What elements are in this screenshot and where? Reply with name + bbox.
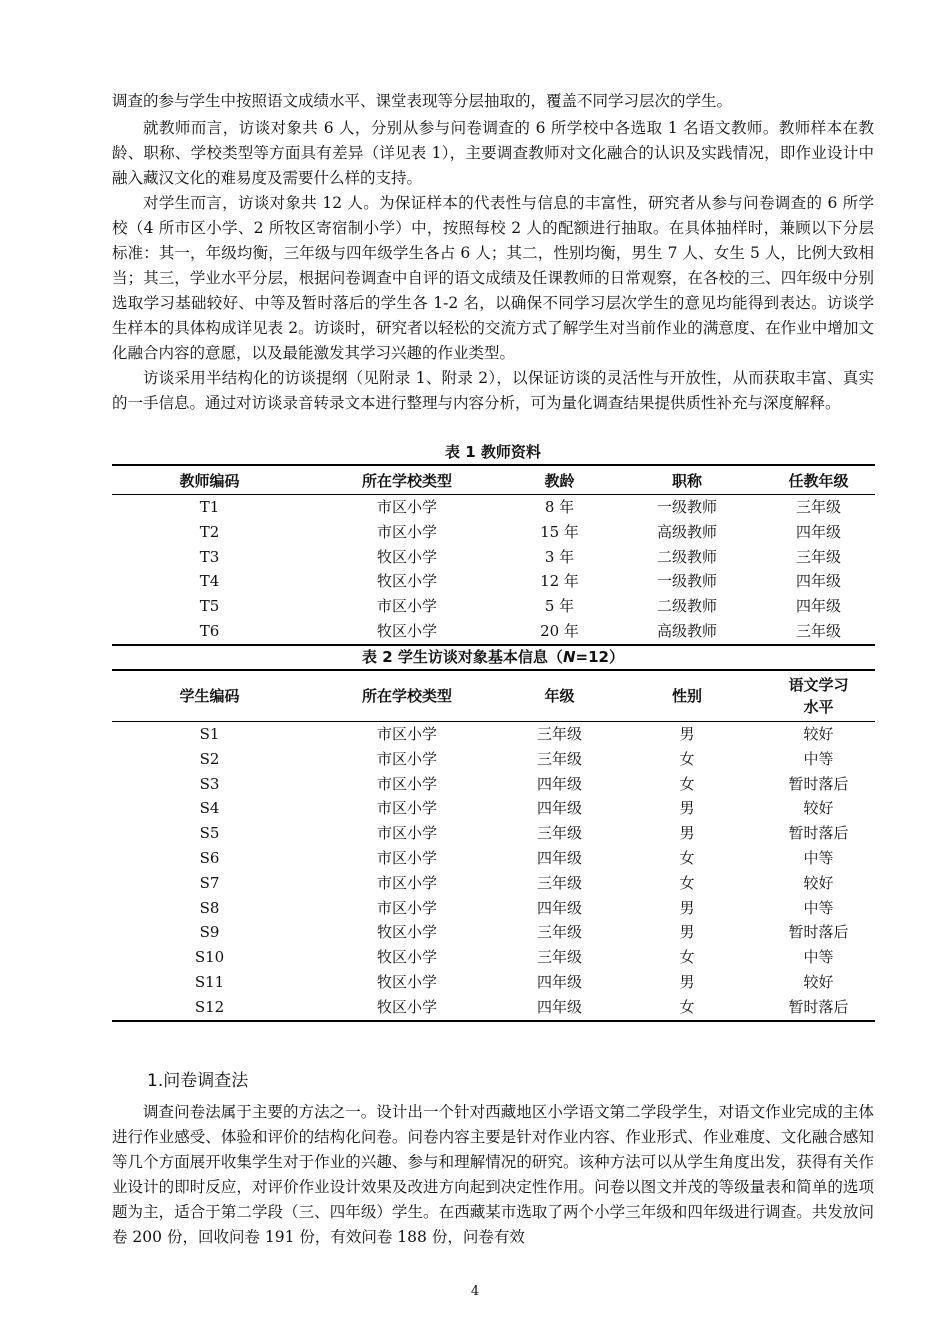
table-cell: 市区小学 bbox=[376, 725, 437, 743]
table1-header-row bbox=[112, 465, 875, 495]
table-cell: 中等 bbox=[803, 898, 834, 917]
table-cell: 市区小学 bbox=[376, 873, 437, 892]
table-cell: 四年级 bbox=[536, 774, 582, 793]
table-cell: 男 bbox=[679, 799, 695, 818]
table2-caption-prefix: 表 2 学生访谈对象基本信息（ bbox=[362, 648, 563, 666]
table-cell: 暂时落后 bbox=[788, 997, 849, 1016]
table1-header-cell: 教师编码 bbox=[179, 471, 240, 490]
table-cell: S3 bbox=[199, 774, 220, 793]
table-cell: T2 bbox=[199, 522, 220, 541]
table-row bbox=[112, 520, 875, 545]
table-cell: S12 bbox=[194, 997, 225, 1016]
table-cell: 女 bbox=[679, 749, 695, 768]
table-cell: T5 bbox=[199, 597, 220, 616]
paragraph-continuation: 调查的参与学生中按照语文成绩水平、课堂表现等分层抽取的，覆盖不同学习层次的学生。 bbox=[112, 92, 733, 110]
table-cell: 较好 bbox=[803, 972, 834, 991]
table-cell: 一级教师 bbox=[656, 572, 717, 591]
table-cell: S4 bbox=[199, 799, 220, 818]
table-row bbox=[112, 821, 875, 846]
table-cell: 暂时落后 bbox=[788, 824, 849, 843]
table-cell: 女 bbox=[679, 948, 695, 967]
table-cell: 女 bbox=[679, 848, 695, 867]
table-cell: 三年级 bbox=[536, 948, 582, 967]
table-cell: 高级教师 bbox=[656, 522, 717, 541]
paragraph-teacher-sample: 就教师而言，访谈对象共 6 人，分别从参与问卷调查的 6 所学校中各选取 1 名语文教师。教师样本在教龄、职称、学校类型等方面具有差异（详见表 1），主要调查教师对文化融合的认识及实践情况，即作业设计中融入藏汉文化的难易度及需要什么样的支持。 bbox=[112, 119, 874, 187]
table-row bbox=[112, 772, 875, 797]
table-cell: 市区小学 bbox=[376, 597, 437, 616]
table-row bbox=[112, 545, 875, 570]
teacher-table bbox=[112, 464, 875, 646]
table2-header-cell: 年级 bbox=[544, 687, 575, 705]
table-cell: S6 bbox=[199, 848, 220, 867]
table-cell: 市区小学 bbox=[376, 799, 437, 818]
table-cell: 四年级 bbox=[536, 898, 582, 917]
table-cell: 8 年 bbox=[544, 498, 575, 516]
table-cell: T1 bbox=[199, 498, 220, 516]
table-cell: 5 年 bbox=[544, 597, 575, 616]
table-cell: 三年级 bbox=[536, 824, 582, 843]
table-cell: S8 bbox=[199, 898, 220, 917]
table-cell: T3 bbox=[199, 547, 220, 566]
table-cell: 四年级 bbox=[795, 597, 841, 616]
table-row bbox=[112, 896, 875, 921]
table-cell: 男 bbox=[679, 824, 695, 843]
table-row bbox=[112, 920, 875, 945]
table-cell: S11 bbox=[194, 972, 225, 991]
table1-header-cell: 所在学校类型 bbox=[361, 471, 452, 490]
table-cell: S7 bbox=[199, 873, 220, 892]
table-cell: 三年级 bbox=[795, 547, 841, 566]
table-cell: S5 bbox=[199, 824, 220, 843]
table-cell: 市区小学 bbox=[376, 848, 437, 867]
table-cell: 中等 bbox=[803, 948, 834, 967]
table-cell: 四年级 bbox=[795, 572, 841, 591]
table-cell: 牧区小学 bbox=[376, 997, 437, 1016]
table-row bbox=[112, 970, 875, 995]
table-cell: 男 bbox=[679, 725, 695, 743]
table-row bbox=[112, 619, 875, 645]
table-cell: 市区小学 bbox=[376, 774, 437, 793]
student-table bbox=[112, 669, 875, 1022]
table-cell: 牧区小学 bbox=[376, 621, 437, 640]
table-row bbox=[112, 594, 875, 619]
table-cell: 暂时落后 bbox=[788, 923, 849, 942]
table-cell: 市区小学 bbox=[376, 898, 437, 917]
table-cell: 牧区小学 bbox=[376, 923, 437, 942]
table-cell: 较好 bbox=[803, 725, 834, 743]
table-cell: 20 年 bbox=[540, 621, 579, 640]
table-cell: 女 bbox=[679, 774, 695, 793]
table-row bbox=[112, 569, 875, 594]
table-cell: 市区小学 bbox=[376, 522, 437, 541]
table2-caption bbox=[112, 646, 874, 667]
table1-header-cell: 教龄 bbox=[544, 471, 575, 490]
table-cell: 二级教师 bbox=[656, 597, 717, 616]
table-cell: 牧区小学 bbox=[376, 547, 437, 566]
table-cell: 四年级 bbox=[536, 799, 582, 818]
table-cell: 女 bbox=[679, 997, 695, 1016]
table2-header-cell: 性别 bbox=[671, 687, 702, 705]
table-cell: 较好 bbox=[803, 873, 834, 892]
table-cell: T6 bbox=[199, 621, 220, 640]
table-cell: 牧区小学 bbox=[376, 572, 437, 591]
table-cell: 男 bbox=[679, 898, 695, 917]
table-cell: 12 年 bbox=[540, 572, 579, 591]
table-cell: 市区小学 bbox=[376, 749, 437, 768]
table-cell: 三年级 bbox=[795, 621, 841, 640]
table-row bbox=[112, 846, 875, 871]
table1-caption: 表 1 教师资料 bbox=[445, 443, 541, 461]
table-cell: 女 bbox=[679, 873, 695, 892]
table-cell: 男 bbox=[679, 972, 695, 991]
table-cell: T4 bbox=[199, 572, 220, 591]
table2-header-cell: 所在学校类型 bbox=[361, 687, 452, 705]
table-row bbox=[112, 871, 875, 896]
table-cell: 市区小学 bbox=[376, 498, 437, 516]
table-row bbox=[112, 945, 875, 970]
table-cell: 一级教师 bbox=[656, 498, 717, 516]
table-cell: 三年级 bbox=[536, 725, 582, 743]
table-cell: 中等 bbox=[803, 749, 834, 768]
paragraph-questionnaire-method: 调查问卷法属于主要的方法之一。设计出一个针对西藏地区小学语文第二学段学生，对语文作业完成的主体进行作业感受、体验和评价的结构化问卷。问卷内容主要是针对作业内容、作业形式、作业难度、文化融合感知等几个方面展开收集学生对于作业的兴趣、参与和理解情况的研究。该种方法可以从学生角度出发，获得有关作业设计的即时反应，对评价作业设计效果及改进方向起到决定性作用。问卷以图文并茂的等级量表和简单的选项题为主，适合于第二学段（三、四年级）学生。在西藏某市选取了两个小学三年级和四年级进行调查。共发放问卷 200 份，回收问卷 191 份，有效问卷 188 份，问卷有效 bbox=[112, 1103, 874, 1246]
table-cell: 中等 bbox=[803, 848, 834, 867]
table2-header-cell: 学生编码 bbox=[179, 687, 240, 705]
section-heading: 1.问卷调查法 bbox=[147, 1071, 249, 1091]
table-row bbox=[112, 747, 875, 772]
table-cell: S10 bbox=[194, 948, 225, 967]
page-number: 4 bbox=[470, 1284, 480, 1299]
table-cell: 四年级 bbox=[536, 997, 582, 1016]
table-cell: 二级教师 bbox=[656, 547, 717, 566]
table-row bbox=[112, 796, 875, 821]
paragraph-interview-method: 访谈采用半结构化的访谈提纲（见附录 1、附录 2），以保证访谈的灵活性与开放性，从而获取丰富、真实的一手信息。通过对访谈录音转录文本进行整理与内容分析，可为量化调查结果提供质性补充与深度解释。 bbox=[112, 369, 874, 412]
table-cell: 15 年 bbox=[540, 522, 579, 541]
table-cell: 市区小学 bbox=[376, 824, 437, 843]
table-cell: 暂时落后 bbox=[788, 774, 849, 793]
table-cell: 较好 bbox=[803, 799, 834, 818]
table-cell: 四年级 bbox=[536, 848, 582, 867]
table-cell: 四年级 bbox=[795, 522, 841, 541]
table-cell: 三年级 bbox=[536, 749, 582, 768]
table2-caption-suffix: =12） bbox=[575, 648, 624, 666]
table-cell: 高级教师 bbox=[656, 621, 717, 640]
table-cell: S9 bbox=[199, 923, 220, 942]
table2-caption-n: N bbox=[562, 648, 576, 666]
table-row bbox=[112, 995, 875, 1021]
table2-header-cell: 语文学习水平 bbox=[788, 676, 849, 716]
table1-header-cell: 任教年级 bbox=[788, 471, 849, 490]
table-cell: 三年级 bbox=[536, 873, 582, 892]
table-cell: 四年级 bbox=[536, 972, 582, 991]
table-cell: 牧区小学 bbox=[376, 972, 437, 991]
table-cell: 3 年 bbox=[544, 547, 575, 566]
table-cell: S2 bbox=[199, 749, 220, 768]
table-cell: 三年级 bbox=[536, 923, 582, 942]
table1-header-cell: 职称 bbox=[671, 471, 702, 490]
paragraph-student-sample: 对学生而言，访谈对象共 12 人。为保证样本的代表性与信息的丰富性，研究者从参与问卷调查的 6 所学校（4 所市区小学、2 所牧区寄宿制小学）中，按照每校 2 人的配额进行抽取。在具体抽样时，兼顾以下分层标准：其一，年级均衡，三年级与四年级学生各占 6 人；其二，性别均衡，男生 7 人、女生 5 人，比例大致相当；其三，学业水平分层，根据问卷调查中自评的语文成绩及任课教师的日常观察，在各校的三、四年级中分别选取学习基础较好、中等及暂时落后的学生各 1-2 名，以确保不同学习层次学生的意见均能得到表达。访谈学生样本的具体构成详见表 2。访谈时，研究者以轻松的交流方式了解学生对当前作业的满意度、在作业中增加文化融合内容的意愿，以及最能激发其学习兴趣的作业类型。 bbox=[112, 194, 874, 362]
table-cell: S1 bbox=[199, 725, 220, 743]
table-row bbox=[112, 722, 875, 747]
table-cell: 牧区小学 bbox=[376, 948, 437, 967]
table-cell: 三年级 bbox=[795, 498, 841, 516]
table2-header-row bbox=[112, 670, 875, 722]
table-cell: 男 bbox=[679, 923, 695, 942]
table-row bbox=[112, 495, 875, 520]
